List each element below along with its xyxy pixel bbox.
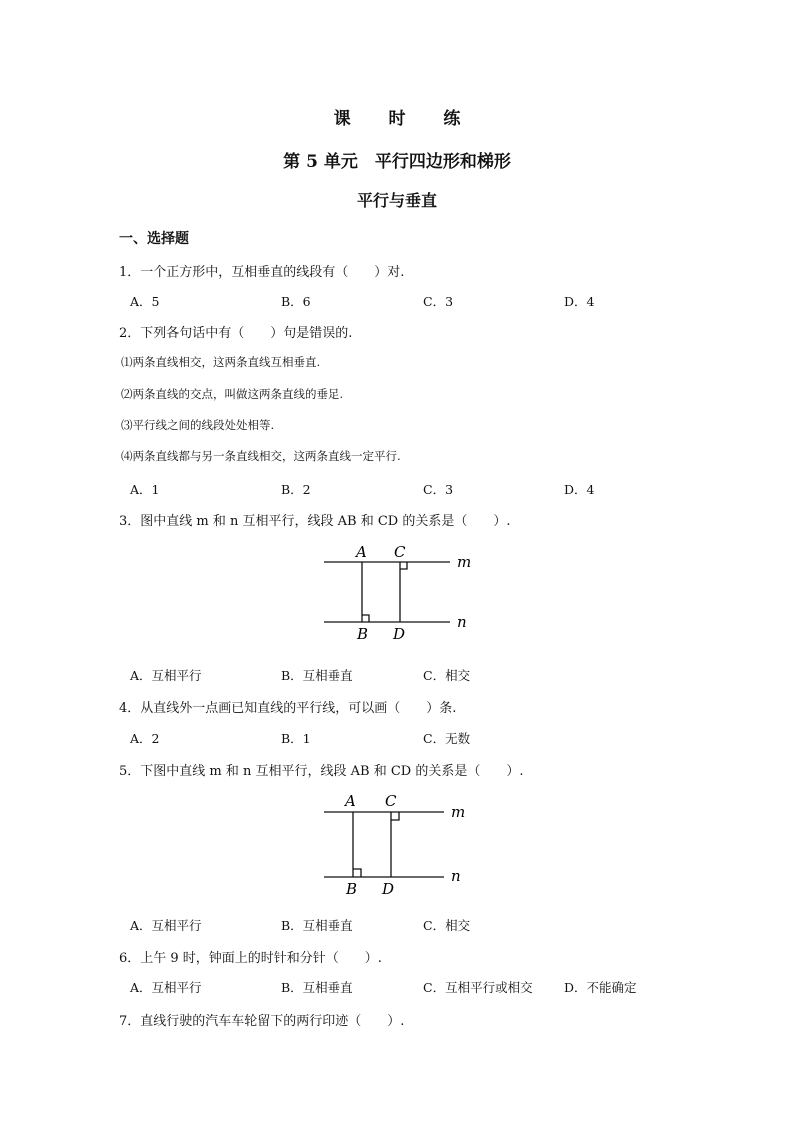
question-3: 3．图中直线 m 和 n 互相平行，线段 AB 和 CD 的关系是（ ）. — [119, 514, 511, 529]
question-1: 1．一个正方形中，互相垂直的线段有（ ）对. — [119, 265, 405, 280]
q1-option-d: D．4 — [564, 294, 595, 309]
label-a: A — [356, 543, 367, 561]
q4-option-c: C．无数 — [423, 731, 471, 746]
q5-parallel-lines-figure — [318, 789, 478, 901]
label-b: B — [346, 880, 358, 897]
q3-option-c: C．相交 — [423, 668, 471, 683]
q2-statement-3: ⑶平行线之间的线段处处相等. — [121, 418, 275, 432]
q4-option-a: A．2 — [130, 731, 160, 746]
q6-option-a: A．互相平行 — [130, 980, 202, 995]
right-angle-mark-c — [391, 812, 399, 820]
label-a: A — [345, 792, 356, 810]
q2-option-d: D．4 — [564, 482, 595, 497]
unit-title: 第 5 单元 平行四边形和梯形 — [283, 152, 511, 172]
label-n: n — [457, 613, 467, 631]
question-4: 4．从直线外一点画已知直线的平行线，可以画（ ）条. — [119, 701, 457, 716]
q1-option-a: A．5 — [130, 294, 160, 309]
right-angle-mark-b — [353, 869, 361, 877]
question-5: 5．下图中直线 m 和 n 互相平行，线段 AB 和 CD 的关系是（ ）. — [119, 764, 524, 779]
q6-option-c: C．互相平行或相交 — [423, 980, 533, 995]
q3-option-b: B．互相垂直 — [281, 668, 353, 683]
document-title: 课 时 练 — [333, 109, 477, 129]
q3-parallel-lines-figure — [318, 540, 478, 648]
lesson-title: 平行与垂直 — [356, 191, 437, 210]
label-n: n — [451, 867, 461, 885]
question-2: 2．下列各句话中有（ ）句是错误的. — [119, 326, 353, 341]
q6-option-d: D．不能确定 — [564, 980, 637, 995]
q2-option-a: A．1 — [130, 482, 160, 497]
right-angle-mark-b — [362, 615, 369, 622]
q4-option-b: B．1 — [281, 731, 311, 746]
q5-option-c: C．相交 — [423, 918, 471, 933]
label-m: m — [457, 553, 472, 571]
q5-option-a: A．互相平行 — [130, 918, 202, 933]
q1-option-c: C．3 — [423, 294, 454, 309]
question-6: 6．上午 9 时，钟面上的时针和分针（ ）. — [119, 951, 382, 966]
label-d: D — [382, 880, 395, 897]
q1-option-b: B．6 — [281, 294, 311, 309]
label-d: D — [393, 625, 406, 643]
label-m: m — [451, 803, 466, 821]
question-7: 7．直线行驶的汽车车轮留下的两行印迹（ ）. — [119, 1014, 405, 1029]
label-c: C — [394, 543, 406, 561]
q5-option-b: B．互相垂直 — [281, 918, 353, 933]
q2-option-c: C．3 — [423, 482, 454, 497]
q2-statement-1: ⑴两条直线相交，这两条直线互相垂直. — [121, 355, 321, 369]
right-angle-mark-c — [400, 562, 407, 569]
q2-option-b: B．2 — [281, 482, 311, 497]
label-c: C — [385, 792, 397, 810]
q6-option-b: B．互相垂直 — [281, 980, 353, 995]
label-b: B — [357, 625, 369, 643]
q2-statement-2: ⑵两条直线的交点，叫做这两条直线的垂足. — [121, 387, 344, 401]
q3-option-a: A．互相平行 — [130, 668, 202, 683]
q2-statement-4: ⑷两条直线都与另一条直线相交，这两条直线一定平行. — [121, 449, 401, 463]
section-heading: 一、选择题 — [119, 231, 189, 247]
